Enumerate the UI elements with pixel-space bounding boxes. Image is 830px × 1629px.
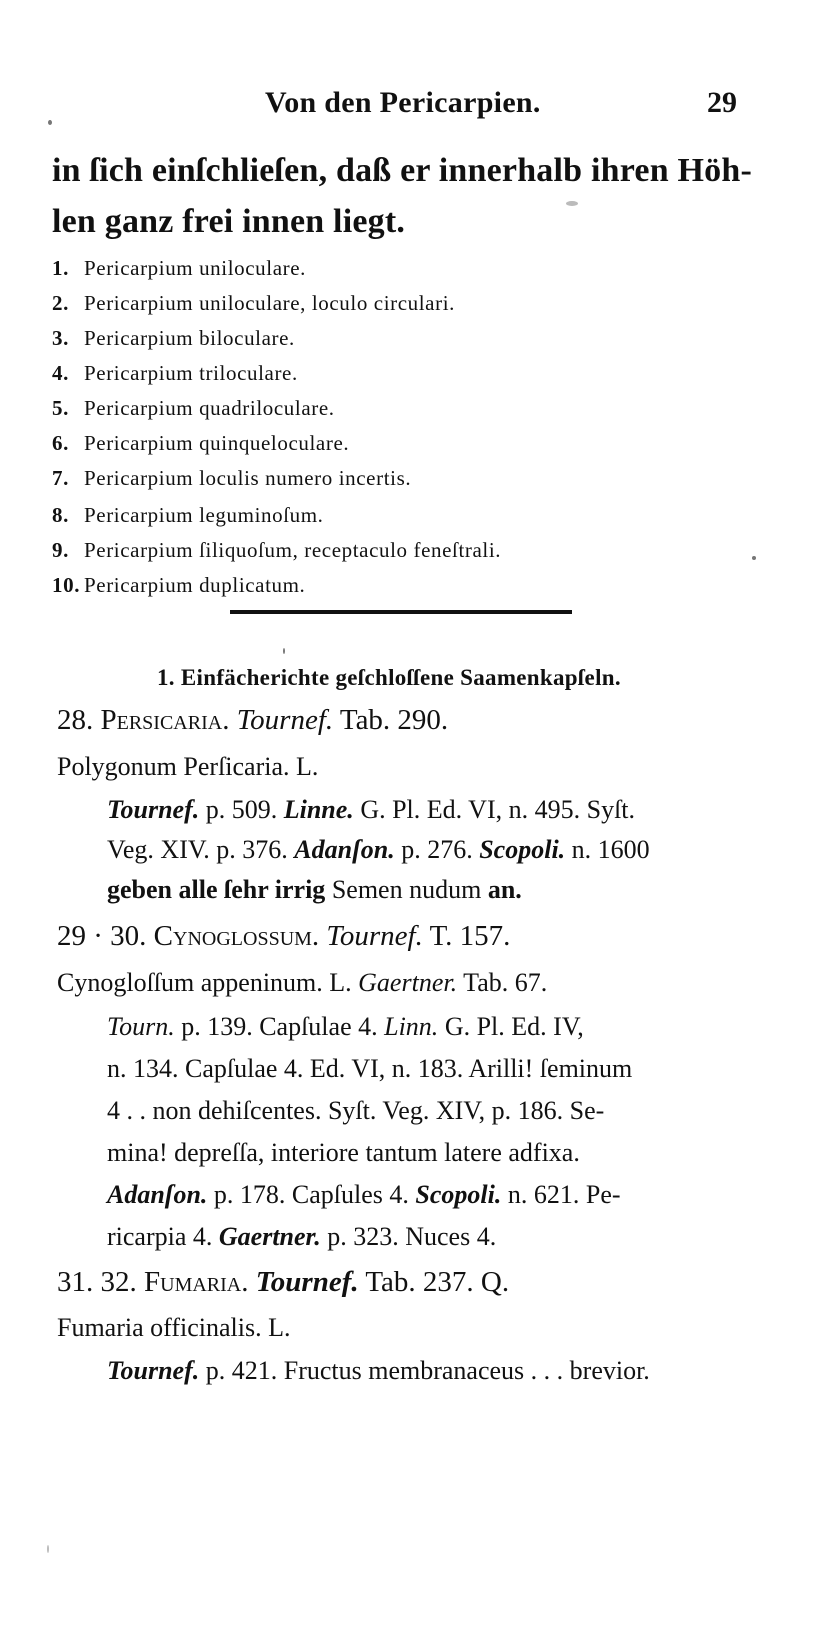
list-text: Pericarpium ſiliquoſum, receptaculo feneſtrali. <box>84 538 502 562</box>
entry-28-line-1: Tournef. p. 509. Linne. G. Pl. Ed. VI, n. 495. Syſt. <box>107 795 636 824</box>
paper-speck <box>48 120 52 125</box>
list-number: 1. <box>52 256 69 280</box>
paper-speck <box>283 648 285 654</box>
entry-29-line-5: Adanſon. p. 178. Capſules 4. Scopoli. n. 621. Pe- <box>107 1180 621 1209</box>
list-item <box>52 466 411 491</box>
list-text: Pericarpium triloculare. <box>84 361 298 385</box>
list-number: 8. <box>52 503 69 527</box>
entry-31-heading <box>57 1266 509 1299</box>
genus-name: Cynoglossum. <box>153 920 320 952</box>
plate-ref: Tab. 237. Q. <box>365 1266 510 1298</box>
intro-line-1: in ſich einſchlieſen, daß er innerhalb ihren Höh- <box>52 152 752 189</box>
entry-number: 28. <box>57 704 94 736</box>
list-item <box>52 396 335 421</box>
list-text: Pericarpium loculis numero incertis. <box>84 466 412 490</box>
entry-29-heading <box>57 920 510 953</box>
list-number: 10. <box>52 573 81 597</box>
list-number: 4. <box>52 361 69 385</box>
list-item <box>52 361 298 386</box>
entry-29-line-3: 4 . . non dehiſcentes. Syſt. Veg. XIV, p. 186. Se- <box>107 1096 605 1125</box>
running-header: Von den Pericarpien. <box>265 86 541 119</box>
entry-29-line-6: ricarpia 4. Gaertner. p. 323. Nuces 4. <box>107 1222 497 1251</box>
list-number: 2. <box>52 291 69 315</box>
plate-ref: Tab. 290. <box>339 704 449 736</box>
author-ref: Tournef. <box>326 920 423 952</box>
list-number: 7. <box>52 466 69 490</box>
list-item <box>52 503 324 528</box>
list-item <box>52 573 305 598</box>
entry-28-line-3: geben alle ſehr irrig Semen nudum an. <box>107 875 522 904</box>
entry-29-line-4: mina! depreſſa, interiore tantum latere adfixa. <box>107 1138 580 1167</box>
entry-number: 29 · 30. <box>57 920 147 952</box>
list-number: 6. <box>52 431 69 455</box>
entry-28-heading <box>57 704 448 737</box>
list-number: 3. <box>52 326 69 350</box>
list-text: Pericarpium biloculare. <box>84 326 295 350</box>
author-ref: Tournef. <box>236 704 334 736</box>
entry-number: 31. 32. <box>57 1266 137 1298</box>
list-text: Pericarpium uniloculare, loculo circulari. <box>84 291 455 315</box>
list-text: Pericarpium duplicatum. <box>84 573 306 597</box>
list-number: 9. <box>52 538 69 562</box>
paper-speck <box>566 201 578 206</box>
author-ref: Tournef. <box>255 1266 359 1298</box>
list-item <box>52 538 501 563</box>
list-text: Pericarpium leguminoſum. <box>84 503 324 527</box>
list-item <box>52 431 349 456</box>
entry-29-species: Cynogloſſum appeninum. L. Gaertner. Tab. 67. <box>57 968 548 997</box>
list-text: Pericarpium quadriloculare. <box>84 396 335 420</box>
list-number: 5. <box>52 396 69 420</box>
entry-28-line-2: Veg. XIV. p. 376. Adanſon. p. 276. Scopoli. n. 1600 <box>107 835 650 864</box>
section-divider <box>230 610 572 614</box>
page-number: 29 <box>707 86 737 119</box>
section-title: 1. Einfächerichte geſchloſſene Saamenkapſeln. <box>157 665 621 690</box>
entry-28-species: Polygonum Perſicaria. L. <box>57 752 319 781</box>
entry-31-species: Fumaria officinalis. L. <box>57 1313 291 1342</box>
list-item <box>52 291 455 316</box>
entry-31-line-1: Tournef. p. 421. Fructus membranaceus . . . brevior. <box>107 1356 650 1385</box>
list-text: Pericarpium uniloculare. <box>84 256 306 280</box>
plate-ref: T. 157. <box>429 920 511 952</box>
list-item <box>52 326 295 351</box>
paper-speck <box>47 1545 49 1553</box>
genus-name: Fumaria. <box>144 1266 249 1298</box>
genus-name: Persicaria. <box>100 704 230 736</box>
list-text: Pericarpium quinqueloculare. <box>84 431 350 455</box>
entry-29-line-2: n. 134. Capſulae 4. Ed. VI, n. 183. Arilli! ſeminum <box>107 1054 633 1083</box>
entry-29-line-1: Tourn. p. 139. Capſulae 4. Linn. G. Pl. Ed. IV, <box>107 1012 584 1041</box>
list-item <box>52 256 306 281</box>
paper-speck <box>752 556 756 560</box>
intro-line-2: len ganz frei innen liegt. <box>52 203 406 240</box>
